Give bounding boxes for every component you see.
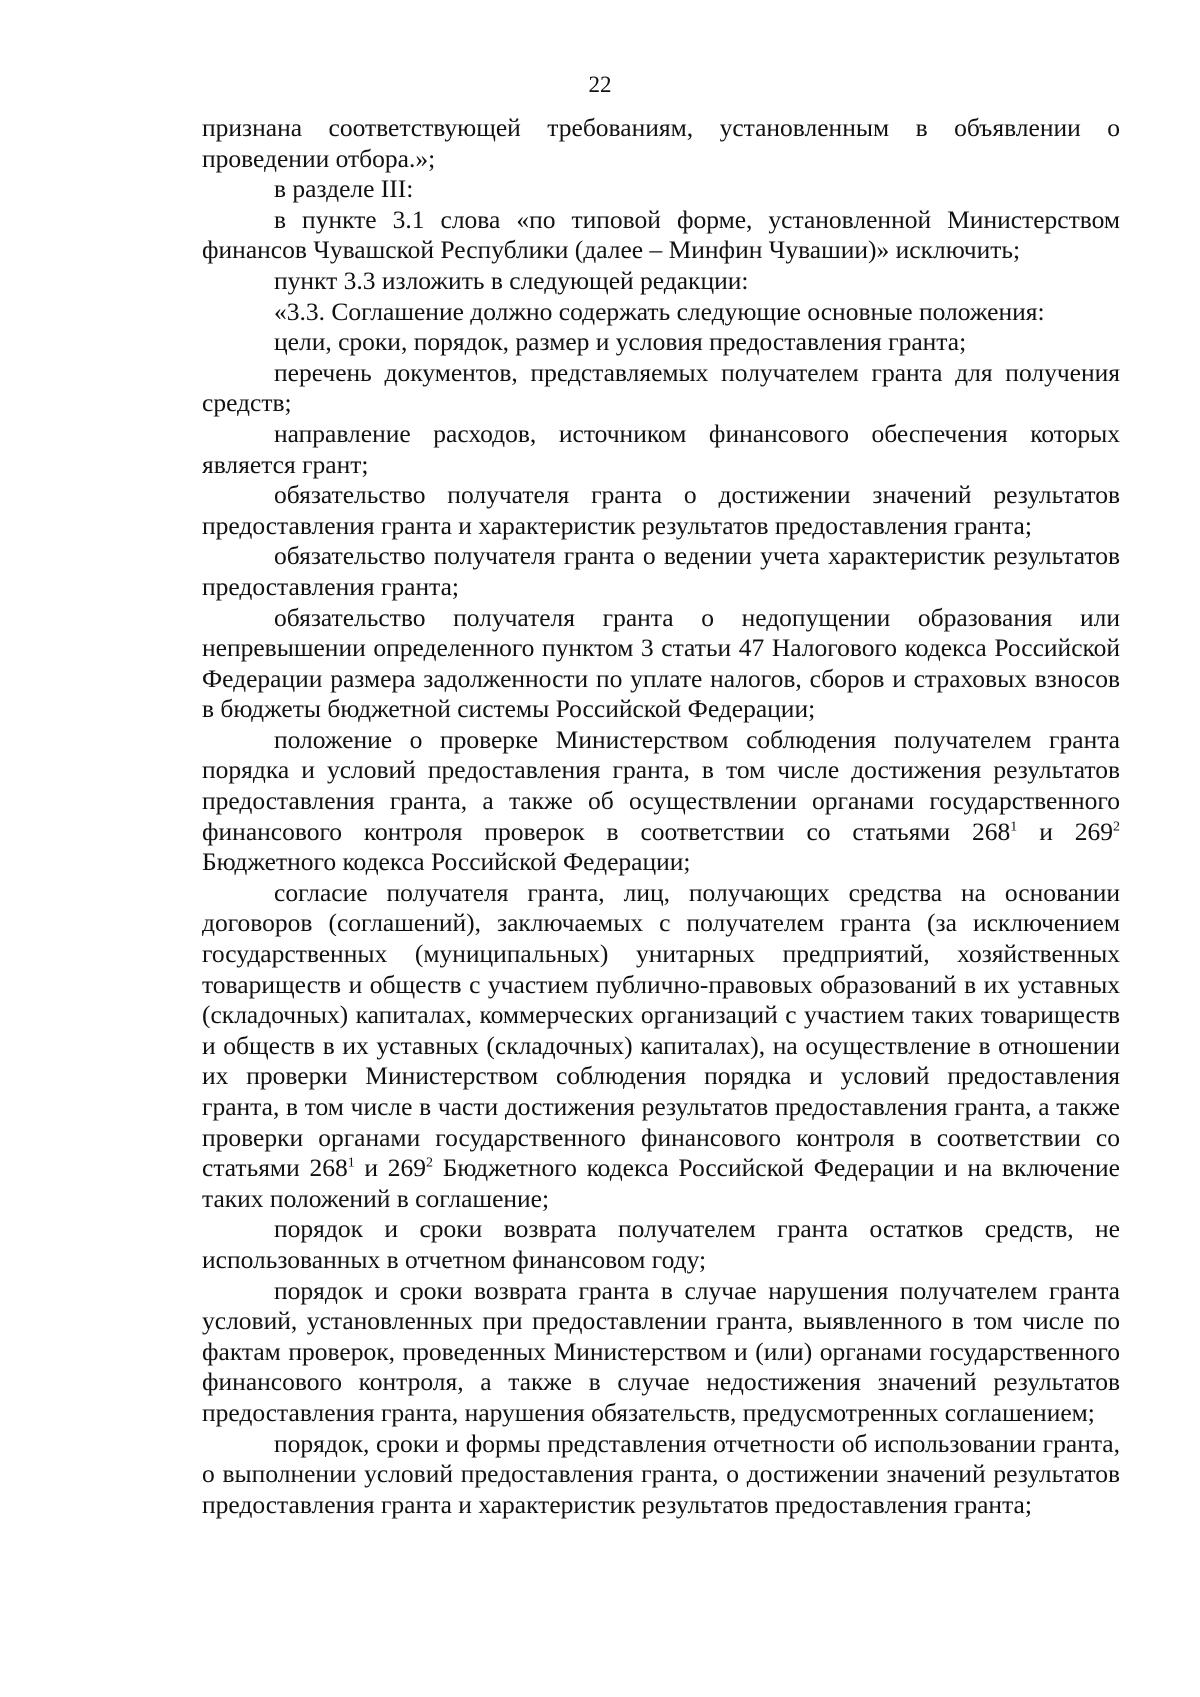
paragraph: обязательство получателя гранта о недопущении образования или непревышении определенного пунктом 3 статьи 47 Налогового кодекса Российской Федерации размера задолженности по уплате налогов, сборов и страховых взносов в бюджеты бюджетной системы Российской Федерации;	[202, 602, 1120, 724]
paragraph: направление расходов, источником финансового обеспечения которых является грант;	[202, 418, 1120, 479]
text-run: Бюджетного кодекса Российской Федерации и на включение таких положений в соглашение;	[202, 1153, 1120, 1213]
paragraph: порядок и сроки возврата гранта в случае нарушения получателем гранта условий, установленных при предоставлении гранта, выявленного в том числе по фактам проверок, проведенных Министерством и (или) органами государственного финансового контроля, а также в случае недостижения значений результатов предоставления гранта, нарушения обязательств, предусмотренных соглашением;	[202, 1275, 1120, 1427]
text-run: согласие получателя гранта, лиц, получающих средства на основании договоров (соглашений), заключаемых с получателем гранта (за исключением государственных (муниципальных) унитарных предприятий, хозяйственных товариществ и обществ с участием публично-правовых образований в их уставных (складочных) капиталах, коммерческих организаций с участием таких товариществ и обществ в их уставных (складочных) капиталах), на осуществление в отношении их проверки Министерством соблюдения порядка и условий предоставления гранта, в том числе в части достижения результатов предоставления гранта, а также проверки органами государственного финансового контроля в соответствии со статьями 268	[202, 877, 1120, 1183]
paragraph-continuation: признана соответствующей требованиям, установленным в объявлении о проведении отбора.»;	[202, 113, 1120, 173]
paragraph: порядок, сроки и формы представления отчетности об использовании гранта, о выполнении условий предоставления гранта, о достижении значений результатов предоставления гранта и характеристик результатов предоставления гранта;	[202, 1428, 1120, 1519]
document-body	[202, 113, 1120, 1520]
page-number: 22	[588, 72, 612, 97]
paragraph-with-superscripts	[202, 878, 1120, 1215]
paragraph: цели, сроки, порядок, размер и условия предоставления гранта;	[274, 327, 967, 357]
text-run: Бюджетного кодекса Российской Федерации;	[202, 847, 691, 877]
paragraph: перечень документов, представляемых получателем гранта для получения средств;	[202, 357, 1120, 418]
superscript: 1	[347, 1155, 355, 1171]
paragraph: обязательство получателя гранта о достижении значений результатов предоставления гранта и характеристик результатов предоставления гранта;	[202, 480, 1120, 540]
superscript: 2	[426, 1155, 434, 1171]
paragraph-with-superscripts	[202, 725, 1120, 878]
paragraph: порядок и сроки возврата получателем гранта остатков средств, не использованных в отчетном финансовом году;	[202, 1214, 1120, 1274]
text-run: и 269	[354, 1153, 427, 1183]
text-run: положение о проверке Министерством соблюдения получателем гранта порядка и условий предоставления гранта, в том числе достижения результатов предоставления гранта, а также об осуществлении органами государственного финансового контроля проверок в соответствии со статьями 268	[202, 724, 1120, 846]
paragraph-item-3-3-intro: пункт 3.3 изложить в следующей редакции:	[274, 265, 749, 295]
paragraph: обязательство получателя гранта о ведении учета характеристик результатов предоставления гранта;	[202, 541, 1120, 601]
text-run: и 269	[1017, 816, 1113, 846]
paragraph-item-3-1: в пункте 3.1 слова «по типовой форме, установленной Министерством финансов Чувашской Республики (далее – Минфин Чувашии)» исключить;	[202, 204, 1120, 265]
paragraph-section-heading: в разделе III:	[274, 174, 414, 204]
superscript: 1	[1010, 819, 1018, 835]
paragraph-item-3-3-text: «3.3. Соглашение должно содержать следующие основные положения:	[274, 296, 1045, 326]
superscript: 2	[1113, 819, 1120, 835]
